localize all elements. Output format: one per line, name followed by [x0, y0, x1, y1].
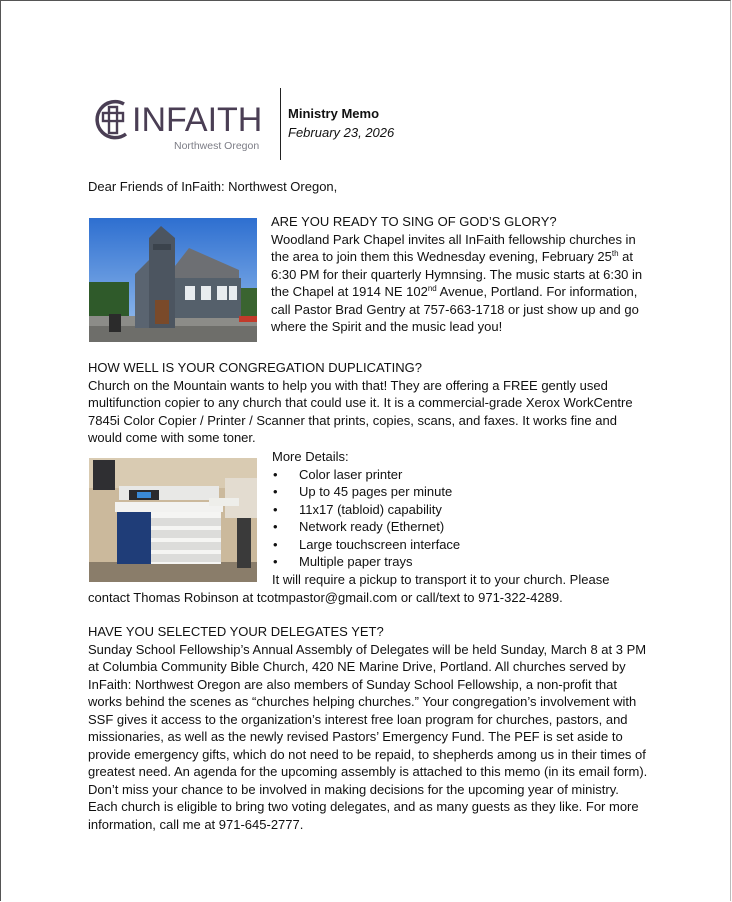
logo-subtitle: Northwest Oregon — [174, 140, 260, 152]
ordinal-suffix-th: th — [611, 249, 619, 258]
greeting: Dear Friends of InFaith: Northwest Oregon, — [88, 179, 338, 194]
pickup-line: It will require a pickup to transport it to your church. Please — [272, 572, 610, 587]
list-item: • Network ready (Ethernet) — [272, 518, 652, 536]
copier-heading: HOW WELL IS YOUR CONGREGATION DUPLICATING? — [88, 360, 422, 375]
copier-contact — [88, 571, 648, 606]
copier-photo — [89, 458, 257, 582]
memo-date: February 23, 2026 — [288, 125, 395, 140]
list-item: • Large touchscreen interface — [272, 536, 652, 554]
list-item: • 11x17 (tabloid) capability — [272, 501, 652, 519]
copier-body: Church on the Mountain wants to help you with that! They are offering a FREE gently used multifunction copier to any church that could use it. It is a commercial-grade Xerox WorkCentre 7845i Color Copier / Printer / Scanner that prints, copies, scans, and faxes. It works fine and would come with some toner. — [88, 377, 633, 445]
ordinal-suffix-nd: nd — [427, 284, 437, 293]
hymnsing-body — [271, 231, 656, 336]
list-item: • Multiple paper trays — [272, 553, 652, 571]
delegates-heading: HAVE YOU SELECTED YOUR DELEGATES YET? — [88, 624, 384, 639]
details-list — [272, 466, 652, 571]
memo-title: Ministry Memo — [288, 106, 380, 121]
hymnsing-heading: ARE YOU READY TO SING OF GOD’S GLORY? — [271, 214, 557, 229]
infaith-logo — [94, 98, 272, 152]
delegates-section — [88, 623, 650, 833]
hymnsing-body-part-a: Woodland Park Chapel invites all InFaith fellowship churches in the area to join them this Wednesday evening, February 25 — [271, 231, 636, 264]
header-divider — [280, 88, 281, 160]
hymnsing-body-part-c: Avenue, Portland. For information, call Pastor Brad Gentry at 757-663-1718 or just show up and go where the Spirit and the music lead you! — [271, 284, 639, 334]
list-item: • Up to 45 pages per minute — [272, 483, 652, 501]
more-details-label: More Details: — [272, 449, 349, 464]
contact-line: contact Thomas Robinson at tcotmpastor@gmail.com or call/text to 971-322-4289. — [88, 589, 563, 605]
chapel-photo — [89, 218, 257, 342]
copier-section — [88, 359, 648, 447]
logo-wordmark: INFAITH — [132, 101, 263, 139]
copier-details — [272, 448, 652, 571]
hymnsing-body-part-b: at 6:30 PM for their quarterly Hymnsing. The music starts at 6:30 in the Chapel at 1914 NE 102 — [271, 249, 643, 299]
delegates-body: Sunday School Fellowship’s Annual Assembly of Delegates will be held Sunday, March 8 at 3 PM at Columbia Community Bible Church, 420 NE Marine Drive, Portland. All churches served by InFaith: Northwest Oregon are also members of Sunday School Fellowship, a non-profit that works behind the scenes as “churches helping churches.” Your congregation’s involvement with SSF gives it access to the organization’s interest free loan program for churches, pastors, and missionaries, as well as the newly revised Pastors’ Emergency Fund. The PEF is set aside to provide emergency gifts, which do not need to be repaid, to shepherds among us in their times of greatest need. An agenda for the upcoming assembly is attached to this memo (in its email form). Don’t miss your chance to be involved in making decisions for the upcoming year of ministry. Each church is eligible to bring two voting delegates, and as many guests as they like. For more information, call me at 971-645-2777. — [88, 641, 648, 832]
cross-circle-icon — [94, 98, 134, 142]
memo-header — [92, 92, 652, 164]
list-item: • Color laser printer — [272, 466, 652, 484]
hymnsing-section — [271, 213, 656, 336]
